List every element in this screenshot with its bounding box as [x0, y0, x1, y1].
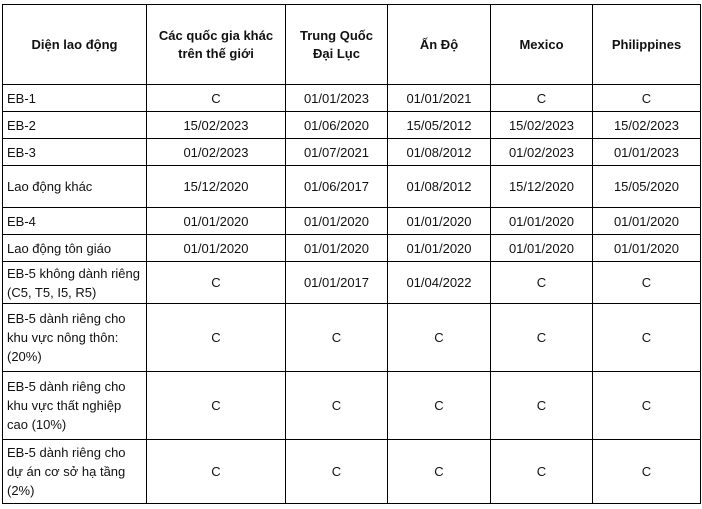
table-cell: 01/01/2021	[388, 85, 491, 112]
row-label: EB-4	[3, 208, 147, 235]
row-label: EB-5 dành riêng cho khu vực nông thôn: (20%)	[3, 304, 147, 372]
table-row	[3, 372, 701, 440]
table-cell: 01/02/2023	[491, 139, 593, 166]
table-cell: 01/08/2012	[388, 139, 491, 166]
table-cell: C	[388, 372, 491, 440]
table-cell: 01/04/2022	[388, 262, 491, 304]
table-cell: C	[147, 262, 286, 304]
table-cell: C	[147, 440, 286, 504]
table-cell: C	[491, 262, 593, 304]
row-label: EB-5 không dành riêng (C5, T5, I5, R5)	[3, 262, 147, 304]
table-cell: C	[593, 85, 701, 112]
row-label: EB-2	[3, 112, 147, 139]
table-header-row	[3, 5, 701, 85]
table-cell: 01/01/2020	[491, 208, 593, 235]
table-cell: C	[593, 262, 701, 304]
table-row	[3, 85, 701, 112]
table-row	[3, 112, 701, 139]
table-cell: 01/06/2017	[286, 166, 388, 208]
table-cell: 01/01/2017	[286, 262, 388, 304]
table-cell: 01/01/2023	[593, 139, 701, 166]
table-row	[3, 235, 701, 262]
table-cell: C	[286, 440, 388, 504]
table-cell: 15/02/2023	[593, 112, 701, 139]
table-cell: 01/01/2020	[147, 208, 286, 235]
header-china: Trung Quốc Đại Lục	[286, 5, 388, 85]
table-cell: 01/01/2020	[593, 235, 701, 262]
table-cell: C	[491, 304, 593, 372]
table-row	[3, 166, 701, 208]
table-cell: 15/05/2012	[388, 112, 491, 139]
table-cell: 15/02/2023	[147, 112, 286, 139]
table-cell: C	[593, 440, 701, 504]
table-cell: 01/02/2023	[147, 139, 286, 166]
row-label: EB-5 dành riêng cho khu vực thất nghiệp cao (10%)	[3, 372, 147, 440]
table-cell: 01/01/2020	[491, 235, 593, 262]
table-cell: C	[593, 304, 701, 372]
table-cell: C	[491, 440, 593, 504]
row-label: Lao động tôn giáo	[3, 235, 147, 262]
table-cell: C	[147, 372, 286, 440]
table-cell: 01/01/2020	[286, 208, 388, 235]
table-cell: C	[491, 372, 593, 440]
table-row	[3, 139, 701, 166]
header-mexico: Mexico	[491, 5, 593, 85]
table-cell: C	[286, 304, 388, 372]
row-label: EB-1	[3, 85, 147, 112]
table-cell: 15/05/2020	[593, 166, 701, 208]
table-cell: 01/01/2023	[286, 85, 388, 112]
table-row	[3, 304, 701, 372]
table-cell: 01/01/2020	[388, 208, 491, 235]
table-cell: C	[593, 372, 701, 440]
table-row	[3, 440, 701, 504]
table-cell: 01/08/2012	[388, 166, 491, 208]
table-cell: 15/02/2023	[491, 112, 593, 139]
row-label: EB-5 dành riêng cho dự án cơ sở hạ tầng (2%)	[3, 440, 147, 504]
table-cell: 15/12/2020	[147, 166, 286, 208]
table-cell: 01/07/2021	[286, 139, 388, 166]
table-cell: C	[147, 304, 286, 372]
table-row	[3, 262, 701, 304]
table-cell: C	[388, 304, 491, 372]
table-cell: C	[491, 85, 593, 112]
header-rest-of-world: Các quốc gia khác trên thế giới	[147, 5, 286, 85]
header-category: Diện lao động	[3, 5, 147, 85]
priority-date-table	[2, 4, 701, 504]
table-cell: 01/01/2020	[388, 235, 491, 262]
table-cell: 01/01/2020	[286, 235, 388, 262]
row-label: EB-3	[3, 139, 147, 166]
table-cell: C	[286, 372, 388, 440]
table-row	[3, 208, 701, 235]
table-cell: 01/01/2020	[147, 235, 286, 262]
table-cell: 01/06/2020	[286, 112, 388, 139]
table-cell: 01/01/2020	[593, 208, 701, 235]
header-india: Ấn Độ	[388, 5, 491, 85]
table-cell: C	[147, 85, 286, 112]
table-cell: 15/12/2020	[491, 166, 593, 208]
row-label: Lao động khác	[3, 166, 147, 208]
table-cell: C	[388, 440, 491, 504]
header-philippines: Philippines	[593, 5, 701, 85]
